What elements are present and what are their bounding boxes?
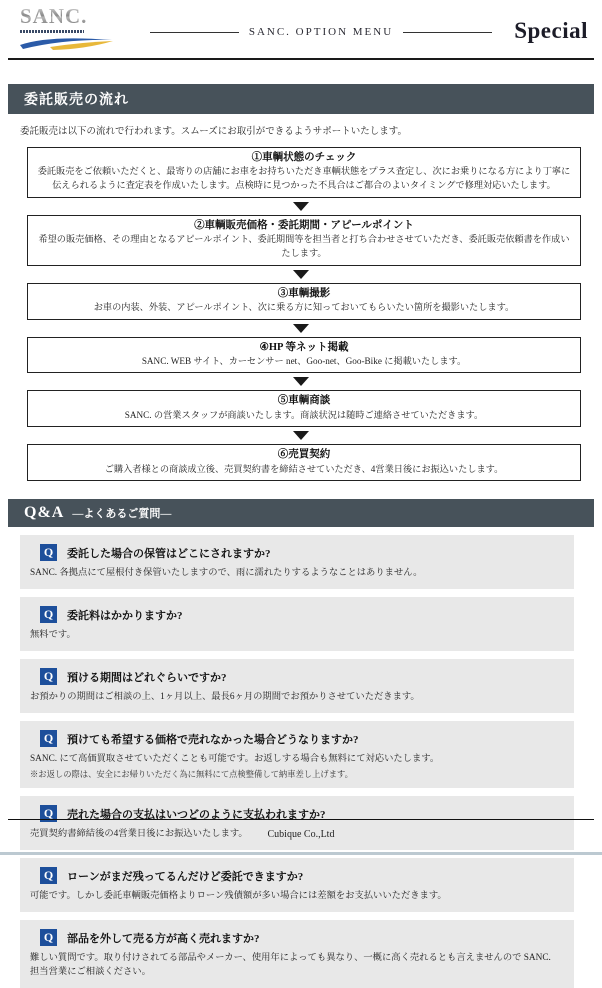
- qa-section-header: [8, 499, 594, 527]
- question-text: 売れた場合の支払はいつどのように支払われますか?: [67, 808, 326, 821]
- flow-step-title: ①車輌状態のチェック: [251, 152, 357, 163]
- question-row: [40, 544, 562, 561]
- qa-item-1: [20, 535, 574, 589]
- question-row: [40, 668, 562, 685]
- header-left-rule: [150, 32, 239, 33]
- flow-step-title: ⑥売買契約: [277, 449, 331, 461]
- flow-step-title: ⑤車輌商談: [277, 395, 331, 407]
- flow-step-1: [27, 147, 581, 198]
- question-text: 預ける期間はどれぐらいですか?: [67, 671, 227, 684]
- flow-section-title: 委託販売の流れ: [8, 84, 594, 114]
- flow-step-3: [27, 283, 581, 320]
- q-badge-icon: Q: [40, 805, 57, 822]
- qa-item-7: [20, 920, 574, 988]
- flow-step-body: SANC. WEB サイト、カーセンサー net、Goo-net、Goo-Bike に掲載いたします。: [141, 355, 467, 366]
- header-special-label: Special: [514, 18, 588, 43]
- answer-text: 可能です。しかし委託車輌販売価格よりローン残債額が多い場合には差額をお支払いいただきます。: [30, 891, 447, 902]
- question-text: ローンがまだ残ってるんだけど委託できますか?: [67, 870, 304, 883]
- q-badge-icon: Q: [40, 544, 57, 561]
- answer-text: SANC. 各拠点にて屋根付き保管いたしますので、雨に濡れたりするようなことはありません。: [30, 568, 423, 579]
- qa-item-6: [20, 858, 574, 912]
- flow-step-body: 希望の販売価格、その理由となるアピールポイント、委託期間等を担当者と打ち合わせさせていただき、委託販売依頼書を作成いたします。: [38, 233, 570, 258]
- down-arrow-icon: [293, 431, 309, 440]
- qa-item-4: [20, 721, 574, 788]
- question-row: [40, 867, 562, 884]
- flow-step-body: SANC. の営業スタッフが商談いたします。商談状況は随時ご連絡させていただきます。: [124, 409, 484, 420]
- flow-step-6: [27, 444, 581, 481]
- logo-tagline-bar: [20, 30, 84, 33]
- question-text: 委託料はかかりますか?: [67, 609, 183, 622]
- flow-intro-text: 委託販売は以下の流れで行われます。スムーズにお取引ができるようサポートいたします。: [20, 127, 408, 137]
- flow-step-4: [27, 337, 581, 374]
- q-badge-icon: Q: [40, 730, 57, 747]
- answer-text: 難しい質問です。取り付けされてる部品やメーカー、使用年によっても異なり、一概に高く売れるとも言えませんので SANC. 担当営業にご相談ください。: [30, 953, 551, 977]
- qa-section-subtitle: —よくあるご質問—: [72, 508, 172, 521]
- q-badge-icon: Q: [40, 606, 57, 623]
- down-arrow-icon: [293, 202, 309, 211]
- q-badge-icon: Q: [40, 929, 57, 946]
- qa-section-title: Q&A: [24, 504, 65, 522]
- q-badge-icon: Q: [40, 867, 57, 884]
- flow-step-5: [27, 390, 581, 427]
- footer-company-name: Cubique Co.,Ltd: [267, 829, 335, 840]
- q-badge-icon: Q: [40, 668, 57, 685]
- page-header: [0, 0, 602, 58]
- down-arrow-icon: [293, 270, 309, 279]
- header-center: [150, 26, 492, 38]
- qa-item-2: [20, 597, 574, 651]
- header-divider: [8, 58, 594, 60]
- flow-step-body: 委託販売をご依頼いただくと、最寄りの店舗にお車をお持ちいただき車輌状態をプラス査定し、次にお乗りになる方により丁寧に伝えられるように査定表を作成いたします。点検時に見つかった不具合はご都合のよいタイミングで修理対応いたします。: [37, 166, 571, 190]
- question-text: 部品を外して売る方が高く売れますか?: [67, 932, 260, 945]
- sanc-logo: [20, 6, 130, 52]
- flow-step-body: お車の内装、外装、アピールポイント、次に乗る方に知っておいてもらいたい箇所を撮影いたします。: [93, 301, 515, 312]
- flow-step-title: ②車輌販売価格・委託期間・アピールポイント: [194, 219, 414, 231]
- page-footer: [0, 819, 602, 840]
- question-row: [40, 929, 562, 946]
- flow-step-2: [27, 215, 581, 266]
- sanc-logo-text: SANC.: [20, 4, 88, 28]
- header-center-label: SANC. OPTION MENU: [248, 26, 394, 38]
- answer-text: 売買契約書締結後の4営業日後にお振込いたします。: [30, 829, 248, 840]
- question-text: 委託した場合の保管はどこにされますか?: [67, 547, 271, 560]
- flow-step-title: ④HP 等ネット掲載: [259, 341, 349, 353]
- flow-step-body: ご購入者様との商談成立後、売買契約書を締結させていただき、4営業日後にお振込いたします。: [104, 463, 504, 474]
- logo-swoosh-icon: [20, 36, 116, 52]
- answer-text: SANC. にて高価買取させていただくことも可能です。お返しする場合も無料にて対応いたします。: [30, 754, 440, 765]
- down-arrow-icon: [293, 324, 309, 333]
- question-row: [40, 606, 562, 623]
- question-row: [40, 730, 562, 747]
- flow-step-title: ③車輌撮影: [277, 287, 331, 299]
- question-text: 預けても希望する価格で売れなかった場合どうなりますか?: [67, 733, 359, 746]
- answer-text: お預かりの期間はご相談の上、1ヶ月以上、最長6ヶ月の期間でお預かりさせていただきます。: [30, 692, 420, 703]
- header-right-rule: [403, 32, 492, 33]
- qa-item-3: [20, 659, 574, 713]
- answer-note-text: ※お返しの際は、安全にお帰りいただく為に無料にて点検整備して納車差し上げます。: [30, 770, 353, 780]
- answer-text: 無料です。: [30, 630, 76, 641]
- down-arrow-icon: [293, 377, 309, 386]
